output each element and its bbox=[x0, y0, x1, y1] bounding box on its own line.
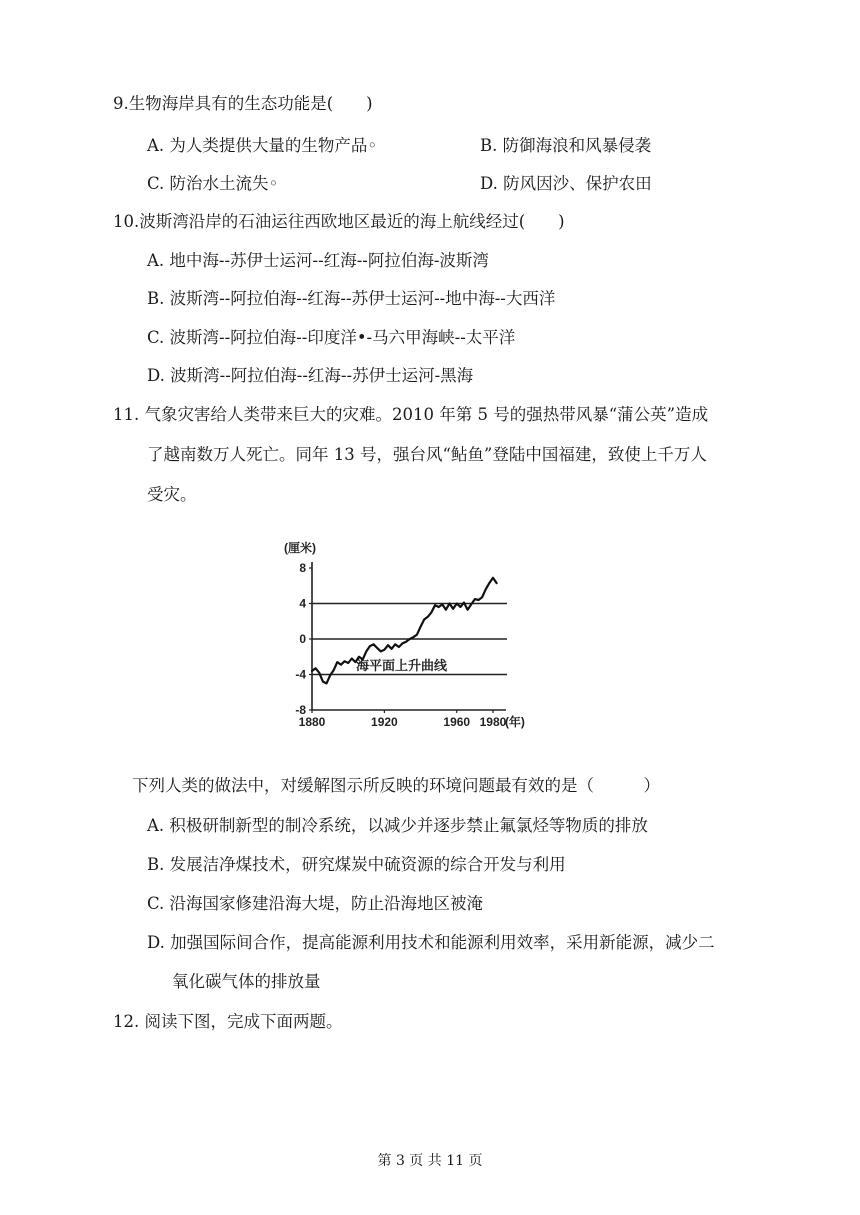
sea-level-chart bbox=[270, 530, 535, 745]
curve-annotation: 海平面上升曲线 bbox=[356, 658, 448, 673]
q9-option-c: C. 防治水土流失◦ bbox=[147, 174, 279, 193]
y-tick-label: -8 bbox=[295, 703, 306, 717]
q11-stem-line1: 11. 气象灾害给人类带来巨大的灾难。2010 年第 5 号的强热带风暴“蒲公英”造成 bbox=[113, 405, 709, 424]
y-tick-label: 0 bbox=[299, 632, 306, 646]
x-tick-label: 1880 bbox=[298, 715, 326, 729]
q11-stem-line3: 受灾。 bbox=[147, 485, 197, 504]
q11-option-c: C. 沿海国家修建沿海大堤，防止沿海地区被淹 bbox=[147, 894, 484, 913]
y-axis-label: (厘米) bbox=[284, 541, 316, 555]
q9-option-a: A. 为人类提供大量的生物产品◦ bbox=[147, 136, 378, 155]
q10-option-c: C. 波斯湾--阿拉伯海--印度洋•-马六甲海峡--太平洋 bbox=[147, 328, 516, 347]
page-footer: 第 3 页 共 11 页 bbox=[377, 1153, 483, 1169]
y-tick-label: 8 bbox=[299, 561, 306, 575]
q11-option-b: B. 发展洁净煤技术，研究煤炭中硫资源的综合开发与利用 bbox=[147, 855, 566, 874]
x-tick-label: 1920 bbox=[371, 715, 398, 729]
q11-question: 下列人类的做法中，对缓解图示所反映的环境问题最有效的是（ ） bbox=[132, 776, 660, 795]
y-tick-label: -4 bbox=[295, 667, 306, 682]
q9-option-b: B. 防御海浪和风暴侵袭 bbox=[480, 136, 652, 155]
q10-option-d: D. 波斯湾--阿拉伯海--红海--苏伊士运河-黑海 bbox=[147, 366, 474, 385]
sea-level-chart-svg bbox=[270, 530, 535, 745]
q12-stem: 12. 阅读下图，完成下面两题。 bbox=[113, 1012, 343, 1031]
q10-option-b: B. 波斯湾--阿拉伯海--红海--苏伊士运河--地中海--大西洋 bbox=[147, 289, 556, 308]
x-tick-label: 1980 bbox=[479, 715, 507, 729]
x-tick-label: 1960 bbox=[443, 715, 471, 729]
q9-stem: 9.生物海岸具有的生态功能是( ) bbox=[113, 94, 373, 113]
q10-option-a: A. 地中海--苏伊士运河--红海--阿拉伯海-波斯湾 bbox=[147, 251, 489, 270]
q11-option-d-line2: 氧化碳气体的排放量 bbox=[172, 972, 321, 991]
y-tick-label: 4 bbox=[299, 596, 306, 611]
x-axis-label: (年) bbox=[504, 715, 525, 729]
q11-option-a: A. 积极研制新型的制冷系统，以减少并逐步禁止氟氯烃等物质的排放 bbox=[147, 816, 648, 835]
q11-stem-line2: 了越南数万人死亡。同年 13 号，强台风“鲇鱼”登陆中国福建，致使上千万人 bbox=[147, 445, 707, 464]
q9-option-d: D. 防风因沙、保护农田 bbox=[480, 174, 652, 193]
q11-option-d-line1: D. 加强国际间合作，提高能源利用技术和能源利用效率，采用新能源，减少二 bbox=[147, 933, 715, 952]
q10-stem: 10.波斯湾沿岸的石油运往西欧地区最近的海上航线经过( ) bbox=[113, 212, 565, 231]
